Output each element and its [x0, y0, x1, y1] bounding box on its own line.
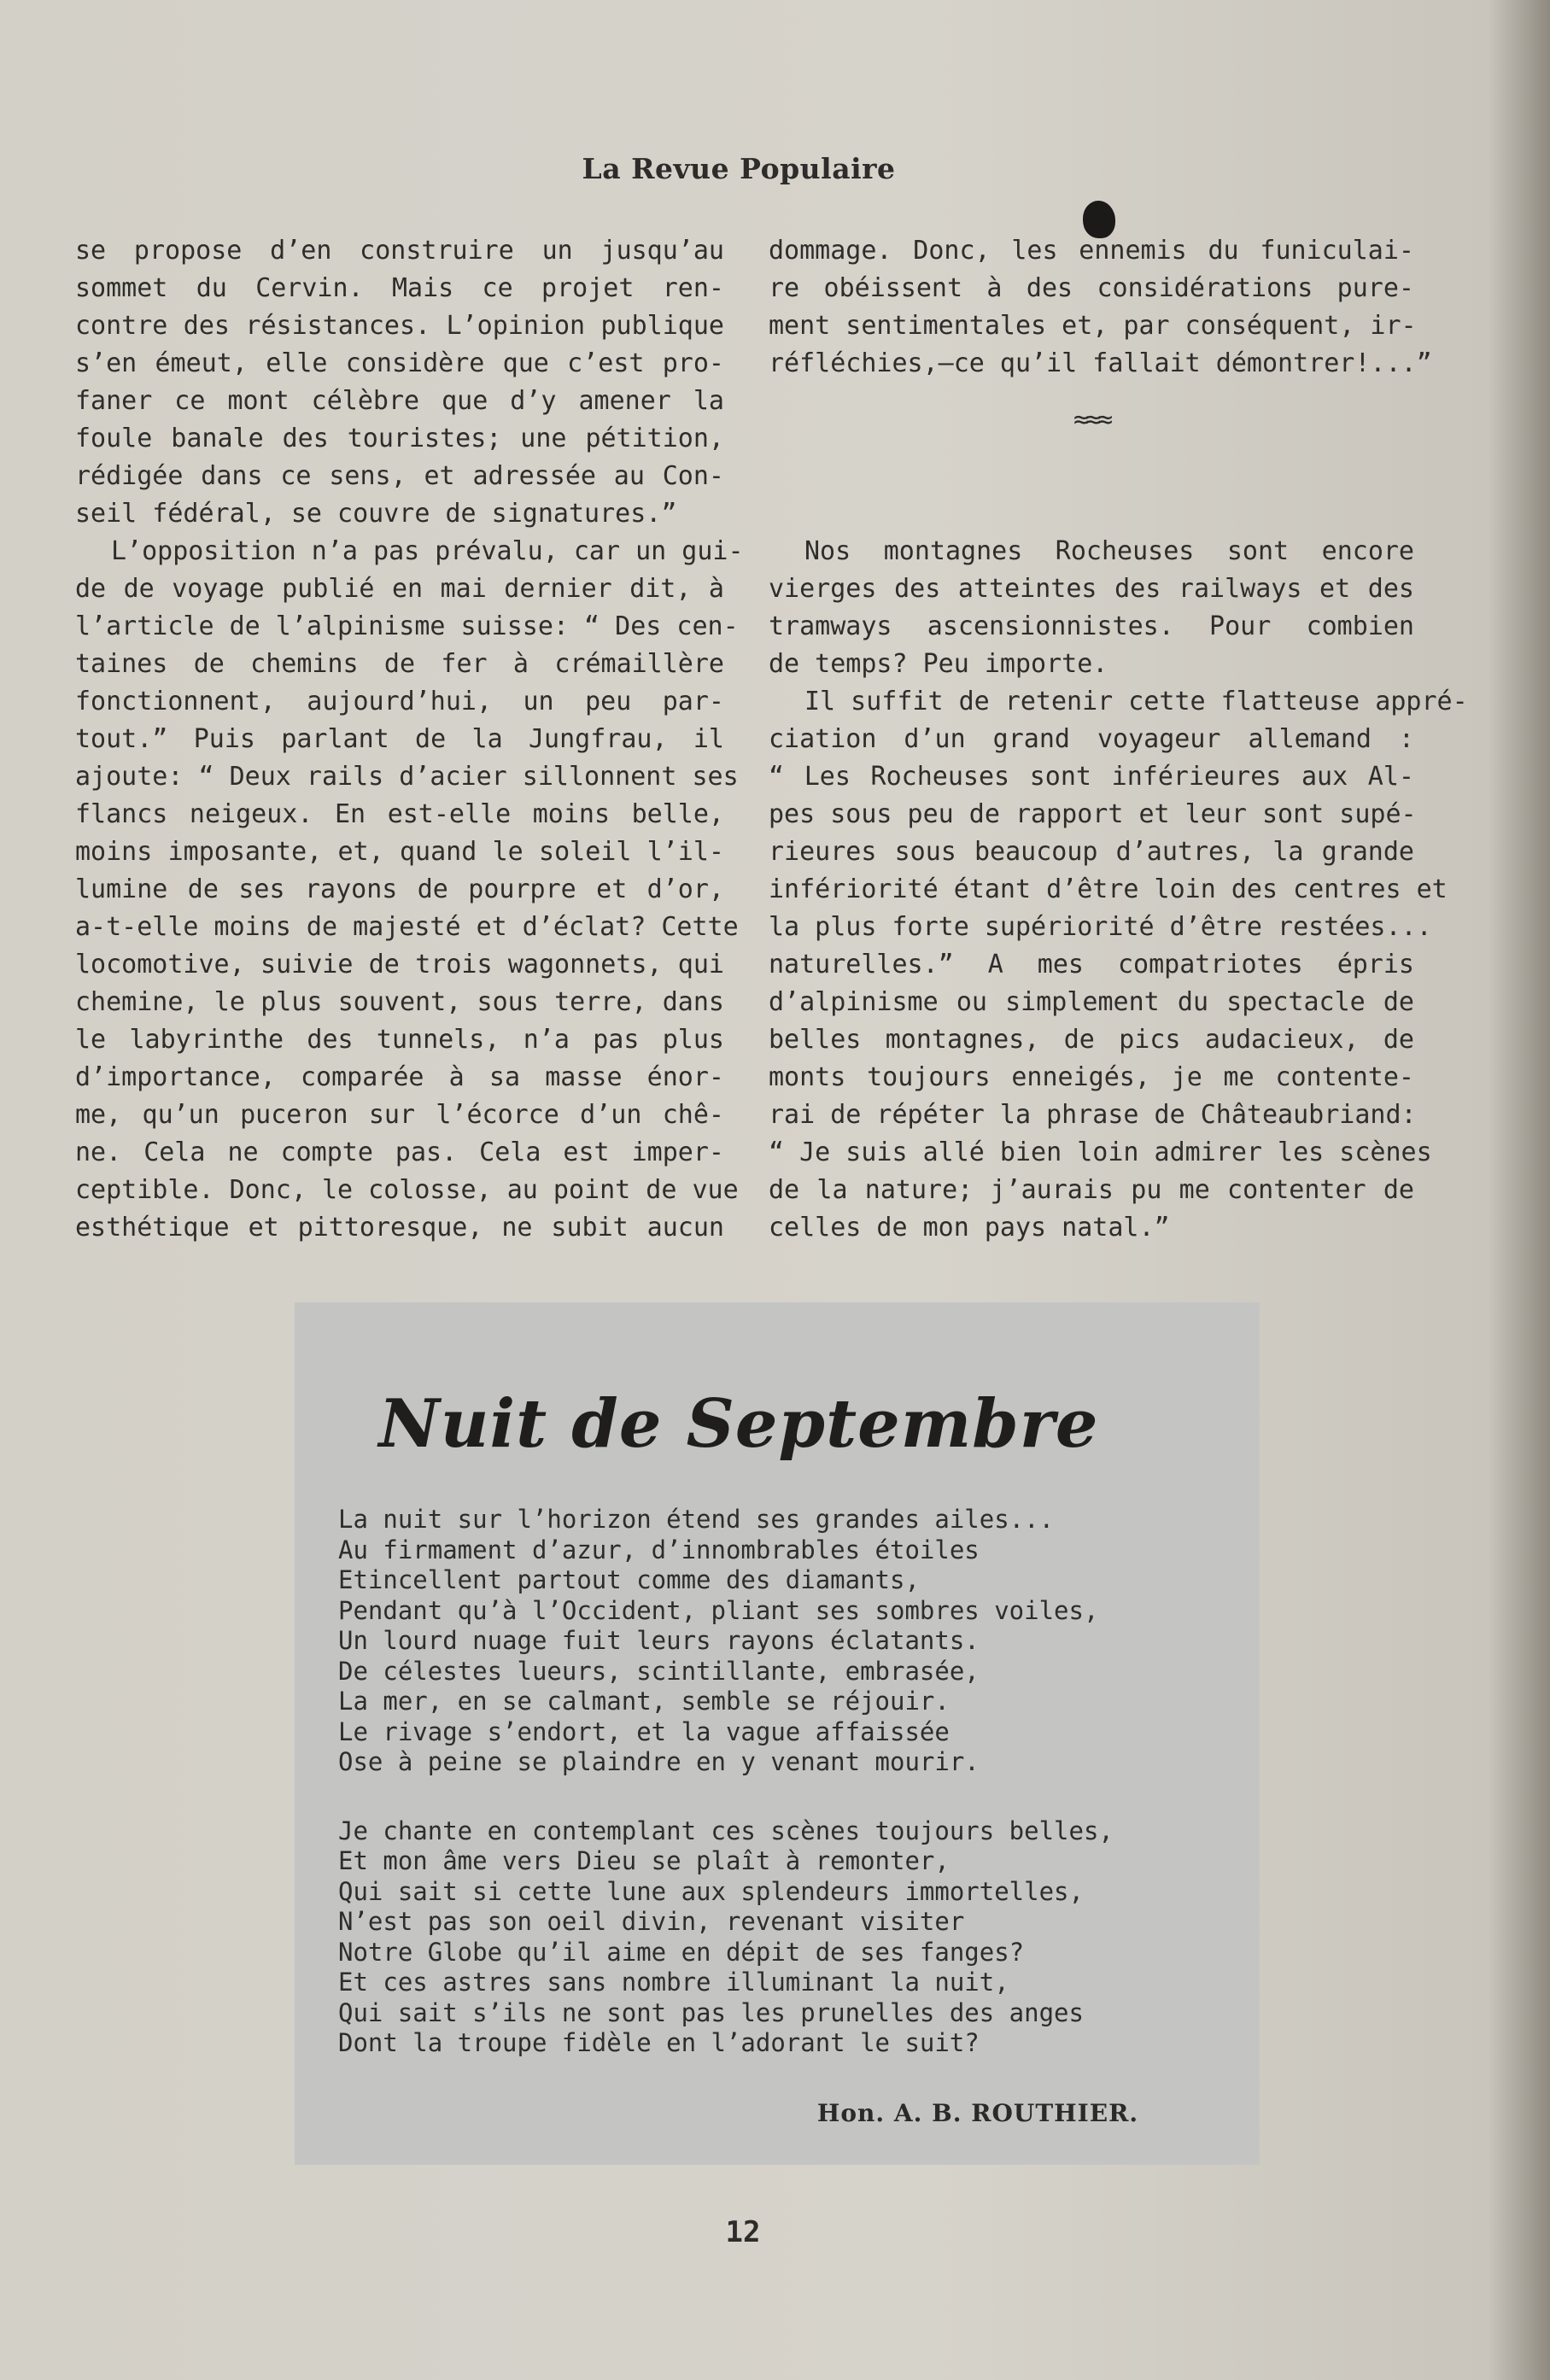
text-line: fonctionnent, aujourd’hui, un peu par- [75, 687, 724, 716]
text-line: infériorité étant d’être loin des centres et [769, 874, 1448, 904]
poem-title: Nuit de Septembre [378, 1385, 1099, 1463]
text-line: sommet du Cervin. Mais ce projet ren- [75, 273, 724, 303]
poem-verse: La nuit sur l’horizon étend ses grandes ailes... [338, 1505, 1055, 1534]
text-line: faner ce mont célèbre que d’y amener la [75, 386, 724, 416]
text-line: re obéissent à des considérations pure- [769, 273, 1414, 303]
text-line: ciation d’un grand voyageur allemand : [769, 724, 1414, 754]
page-number: 12 [725, 2215, 761, 2249]
poem-stanza-2 [338, 1816, 1192, 2059]
poem-author: Hon. A. B. ROUTHIER. [816, 2099, 1139, 2127]
text-line: naturelles.” A mes compatriotes épris [769, 950, 1414, 979]
text-line: “ Les Rocheuses sont inférieures aux Al- [769, 762, 1414, 792]
text-line: vierges des atteintes des railways et des [769, 574, 1414, 604]
text-line: réfléchies,—ce qu’il fallait démontrer!...” [769, 348, 1432, 378]
text-line: de la nature; j’aurais pu me contenter de [769, 1175, 1414, 1205]
poem-verse: Qui sait si cette lune aux splendeurs immortelles, [338, 1876, 1084, 1906]
text-line: tramways ascensionnistes. Pour combien [769, 611, 1414, 641]
running-title: La Revue Populaire [582, 152, 896, 185]
text-line: la plus forte supériorité d’être restées... [769, 912, 1432, 942]
poem-verse: Au firmament d’azur, d’innombrables étoiles [338, 1535, 980, 1564]
text-line: d’alpinisme ou simplement du spectacle de [769, 987, 1414, 1017]
poem-verse: Dont la troupe fidèle en l’adorant le suit? [338, 2028, 980, 2057]
text-line: de de voyage publié en mai dernier dit, à [75, 574, 724, 604]
text-line: d’importance, comparée à sa masse énor- [75, 1062, 724, 1092]
text-line: taines de chemins de fer à crémaillère [75, 649, 724, 679]
poem-verse: Pendant qu’à l’Occident, pliant ses sombres voiles, [338, 1595, 1099, 1625]
poem-verse: Notre Globe qu’il aime en dépit de ses fanges? [338, 1937, 1025, 1967]
text-line: moins imposante, et, quand le soleil l’il- [75, 837, 724, 867]
text-line: monts toujours enneigés, je me contente- [769, 1062, 1414, 1092]
text-line: pes sous peu de rapport et leur sont supé- [769, 799, 1417, 829]
text-line: belles montagnes, de pics audacieux, de [769, 1025, 1414, 1055]
poem-stanza-1 [338, 1505, 1192, 1778]
article-right-column [769, 232, 1468, 1247]
poem-verse: Un lourd nuage fuit leurs rayons éclatants. [338, 1626, 980, 1655]
text-line: de temps? Peu importe. [769, 649, 1108, 679]
poem-verse: Ose à peine se plaindre en y venant mourir. [338, 1747, 980, 1776]
text-line: rieures sous beaucoup d’autres, la grande [769, 837, 1414, 867]
text-line: se propose d’en construire un jusqu’au [75, 236, 724, 266]
text-line: rai de répéter la phrase de Châteaubriand: [769, 1100, 1417, 1130]
spacer [769, 458, 1414, 533]
text-line: chemine, le plus souvent, sous terre, dans [75, 987, 724, 1017]
poem-verse: Etincellent partout comme des diamants, [338, 1565, 920, 1594]
text-line: “ Je suis allé bien loin admirer les scènes [769, 1137, 1432, 1167]
text-line: Il suffit de retenir cette flatteuse appré- [804, 687, 1468, 716]
poem-verse: N’est pas son oeil divin, revenant visiter [338, 1907, 965, 1936]
text-line: ceptible. Donc, le colosse, au point de vue [75, 1175, 739, 1205]
text-line: tout.” Puis parlant de la Jungfrau, il [75, 724, 724, 754]
poem-verse: Et mon âme vers Dieu se plaît à remonter, [338, 1846, 950, 1875]
text-line: s’en émeut, elle considère que c’est pro- [75, 348, 724, 378]
text-line: celles de mon pays natal.” [769, 1213, 1170, 1243]
text-line: locomotive, suivie de trois wagonnets, qui [75, 950, 724, 979]
text-line: me, qu’un puceron sur l’écorce d’un chê- [75, 1100, 724, 1130]
poem-body [338, 1505, 1192, 2097]
text-line: rédigée dans ce sens, et adressée au Con- [75, 461, 724, 491]
poem-verse: La mer, en se calmant, semble se réjouir. [338, 1687, 950, 1716]
text-line: flancs neigeux. En est-elle moins belle, [75, 799, 724, 829]
text-line: a-t-elle moins de majesté et d’éclat? Cette [75, 912, 739, 942]
text-line: ajoute: “ Deux rails d’acier sillonnent ses [75, 762, 739, 792]
text-line: contre des résistances. L’opinion publique [75, 311, 724, 341]
text-line: l’article de l’alpinisme suisse: “ Des cen- [75, 611, 739, 641]
text-line: ne. Cela ne compte pas. Cela est imper- [75, 1137, 724, 1167]
text-line: le labyrinthe des tunnels, n’a pas plus [75, 1025, 724, 1055]
poem-verse: Qui sait s’ils ne sont pas les prunelles des anges [338, 1997, 1084, 2027]
poem-verse: De célestes lueurs, scintillante, embrasée, [338, 1656, 980, 1686]
text-line: seil fédéral, se couvre de signatures.” [75, 499, 677, 529]
poem-verse: Je chante en contemplant ces scènes toujours belles, [338, 1816, 1114, 1845]
poem-verse: Et ces astres sans nombre illuminant la nuit, [338, 1968, 1009, 1997]
text-line: lumine de ses rayons de pourpre et d’or, [75, 874, 724, 904]
text-line: dommage. Donc, les ennemis du funiculai- [769, 236, 1414, 266]
article-left-column [75, 232, 744, 1247]
text-line: L’opposition n’a pas prévalu, car un gui- [111, 536, 744, 566]
section-ornament: ≈≈≈ [1073, 405, 1110, 435]
text-line: Nos montagnes Rocheuses sont encore [804, 536, 1414, 566]
text-line: ment sentimentales et, par conséquent, ir- [769, 311, 1417, 341]
text-line: esthétique et pittoresque, ne subit aucun [75, 1213, 724, 1243]
text-line: foule banale des touristes; une pétition, [75, 424, 724, 453]
poem-verse: Le rivage s’endort, et la vague affaissée [338, 1716, 950, 1746]
